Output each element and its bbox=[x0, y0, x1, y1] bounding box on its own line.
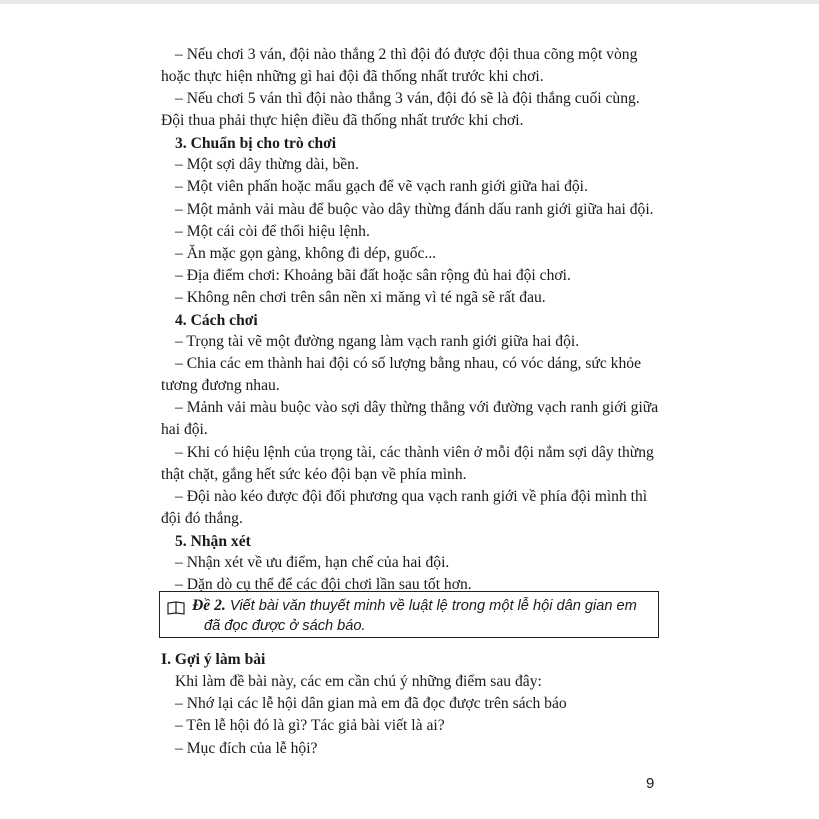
text-line: – Đội nào kéo được đội đối phương qua vạch ranh giới về phía đội mình thì bbox=[175, 488, 648, 505]
text-line: – Khi có hiệu lệnh của trọng tài, các thành viên ở mỗi đội nắm sợi dây thừng bbox=[175, 444, 654, 461]
assignment-line-1 bbox=[192, 596, 637, 616]
text-line: – Mảnh vải màu buộc vào sợi dây thừng thẳng với đường vạch ranh giới giữa bbox=[175, 399, 659, 416]
list-item: – Nhớ lại các lễ hội dân gian mà em đã đọc được trên sách báo bbox=[175, 695, 567, 712]
text-line: – Chia các em thành hai đội có số lượng bằng nhau, có vóc dáng, sức khỏe bbox=[175, 355, 641, 372]
assignment-text-1: Viết bài văn thuyết minh về luật lệ trong một lễ hội dân gian em bbox=[229, 598, 637, 614]
part-heading: I. Gợi ý làm bài bbox=[161, 651, 266, 668]
page-top-edge bbox=[0, 0, 819, 4]
list-item: – Một sợi dây thừng dài, bền. bbox=[175, 156, 359, 173]
assignment-label: Đề 2. bbox=[192, 597, 226, 614]
text-line: hai đội. bbox=[161, 421, 208, 438]
list-item: – Một cái còi để thổi hiệu lệnh. bbox=[175, 223, 370, 240]
list-item: – Một viên phấn hoặc mẩu gạch để vẽ vạch ranh giới giữa hai đội. bbox=[175, 178, 588, 195]
page-number: 9 bbox=[646, 775, 655, 792]
text-line: hoặc thực hiện những gì hai đội đã thống nhất trước khi chơi. bbox=[161, 68, 544, 85]
list-item: – Dặn dò cụ thể để các đội chơi lần sau tốt hơn. bbox=[175, 576, 472, 593]
text-line: – Nếu chơi 3 ván, đội nào thắng 2 thì đội đó được đội thua cõng một vòng bbox=[175, 46, 638, 63]
text-line: – Trọng tài vẽ một đường ngang làm vạch ranh giới giữa hai đội. bbox=[175, 333, 580, 350]
list-item: – Một mảnh vải màu để buộc vào dây thừng đánh dấu ranh giới giữa hai đội. bbox=[175, 201, 654, 218]
section-heading-3: 3. Chuẩn bị cho trò chơi bbox=[175, 135, 337, 152]
list-item: – Nhận xét về ưu điểm, hạn chế của hai đội. bbox=[175, 554, 450, 571]
section-heading-5: 5. Nhận xét bbox=[175, 533, 251, 550]
text-line: Khi làm đề bài này, các em cần chú ý những điểm sau đây: bbox=[175, 673, 542, 690]
assignment-box bbox=[159, 591, 659, 638]
list-item: – Mục đích của lễ hội? bbox=[175, 740, 318, 757]
text-line: tương đương nhau. bbox=[161, 377, 280, 394]
list-item: – Địa điểm chơi: Khoảng bãi đất hoặc sân rộng đủ hai đội chơi. bbox=[175, 267, 571, 284]
list-item: – Tên lễ hội đó là gì? Tác giả bài viết là ai? bbox=[175, 717, 445, 734]
list-item: – Ăn mặc gọn gàng, không đi dép, guốc... bbox=[175, 245, 437, 262]
section-heading-4: 4. Cách chơi bbox=[175, 312, 258, 329]
book-icon bbox=[167, 601, 185, 615]
list-item: – Không nên chơi trên sân nền xi măng vì té ngã sẽ rất đau. bbox=[175, 289, 546, 306]
text-line: thật chặt, gắng hết sức kéo đội bạn về phía mình. bbox=[161, 466, 467, 483]
assignment-line-2: đã đọc được ở sách báo. bbox=[204, 618, 366, 634]
text-line: Đội thua phải thực hiện điều đã thống nhất trước khi chơi. bbox=[161, 112, 524, 129]
text-line: đội đó thắng. bbox=[161, 510, 243, 527]
text-line: – Nếu chơi 5 ván thì đội nào thắng 3 ván, đội đó sẽ là đội thắng cuối cùng. bbox=[175, 90, 640, 107]
